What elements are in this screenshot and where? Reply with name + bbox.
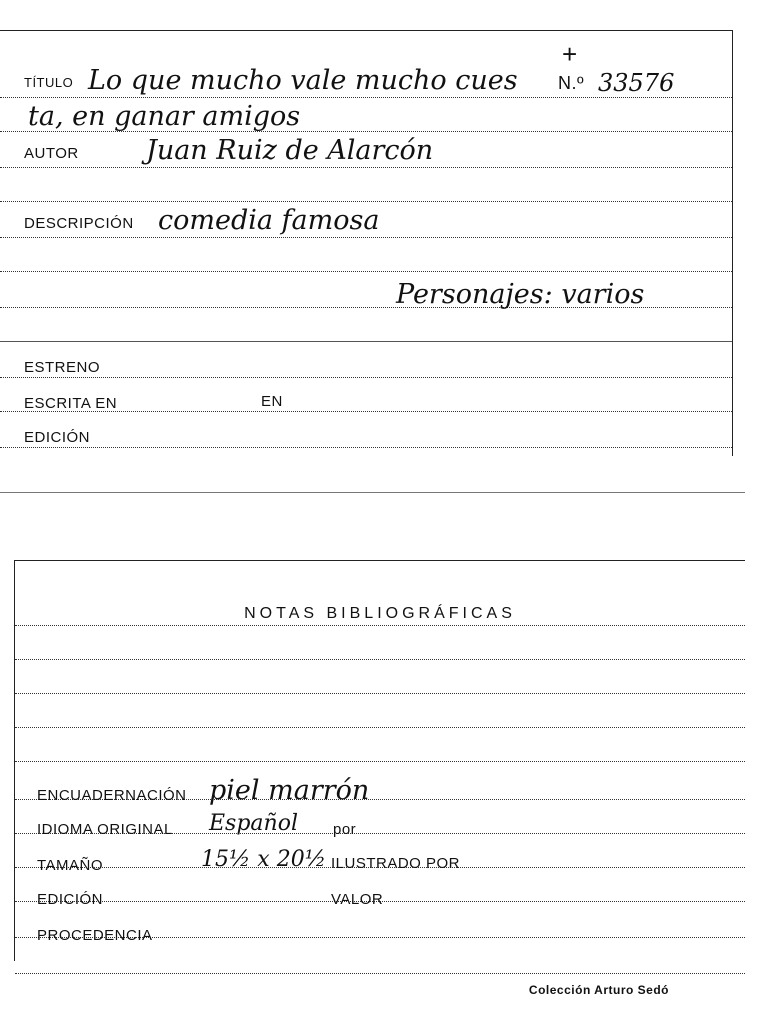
tamano-value: 15½ x 20½ xyxy=(201,847,327,872)
cross-mark: + xyxy=(562,39,578,69)
ruled-line xyxy=(0,341,732,342)
descripcion-label: DESCRIPCIÓN xyxy=(24,215,134,232)
notes-card xyxy=(14,560,745,961)
ruled-line xyxy=(0,97,732,98)
ruled-line xyxy=(0,447,732,448)
por-label: por xyxy=(333,821,357,838)
title-card xyxy=(0,30,733,456)
descripcion-value: comedia famosa xyxy=(158,205,380,236)
en-label: EN xyxy=(261,393,283,410)
procedencia-label: PROCEDENCIA xyxy=(37,927,153,944)
ruled-line xyxy=(0,377,732,378)
collection-footer: Colección Arturo Sedó xyxy=(528,983,669,997)
idioma-value: Español xyxy=(209,811,298,836)
ruled-line xyxy=(15,659,745,660)
ruled-line xyxy=(15,625,745,626)
ruled-line xyxy=(15,973,745,974)
escrita-label: ESCRITA EN xyxy=(24,395,118,412)
ruled-line xyxy=(15,727,745,728)
tamano-label: TAMAÑO xyxy=(37,857,104,874)
numero-value: 33576 xyxy=(598,69,675,97)
encuadernacion-value: piel marrón xyxy=(209,775,370,806)
ruled-line xyxy=(15,693,745,694)
encuadernacion-label: ENCUADERNACIÓN xyxy=(37,787,187,804)
numero-label: N.º xyxy=(558,73,585,93)
autor-value: Juan Ruiz de Alarcón xyxy=(146,135,434,166)
personajes-value: Personajes: varios xyxy=(396,279,645,310)
ruled-line xyxy=(0,237,732,238)
titulo-label: TÍTULO xyxy=(24,75,74,90)
ruled-line xyxy=(0,271,732,272)
ruled-line xyxy=(15,761,745,762)
ilustrado-label: ILUSTRADO POR xyxy=(331,855,461,872)
valor-label: VALOR xyxy=(331,891,384,908)
notes-heading: NOTAS BIBLIOGRÁFICAS xyxy=(244,605,516,622)
autor-label: AUTOR xyxy=(24,145,79,162)
estreno-label: ESTRENO xyxy=(24,359,101,376)
ruled-line xyxy=(0,167,732,168)
edicion2-label: EDICIÓN xyxy=(37,891,104,908)
idioma-label: IDIOMA ORIGINAL xyxy=(37,821,173,838)
titulo-value-line1: Lo que mucho vale mucho cues xyxy=(88,65,518,96)
ruled-line xyxy=(0,201,732,202)
titulo-value-line2: ta, en ganar amigos xyxy=(28,101,301,132)
edicion-label: EDICIÓN xyxy=(24,429,91,446)
card-separator xyxy=(0,492,745,493)
